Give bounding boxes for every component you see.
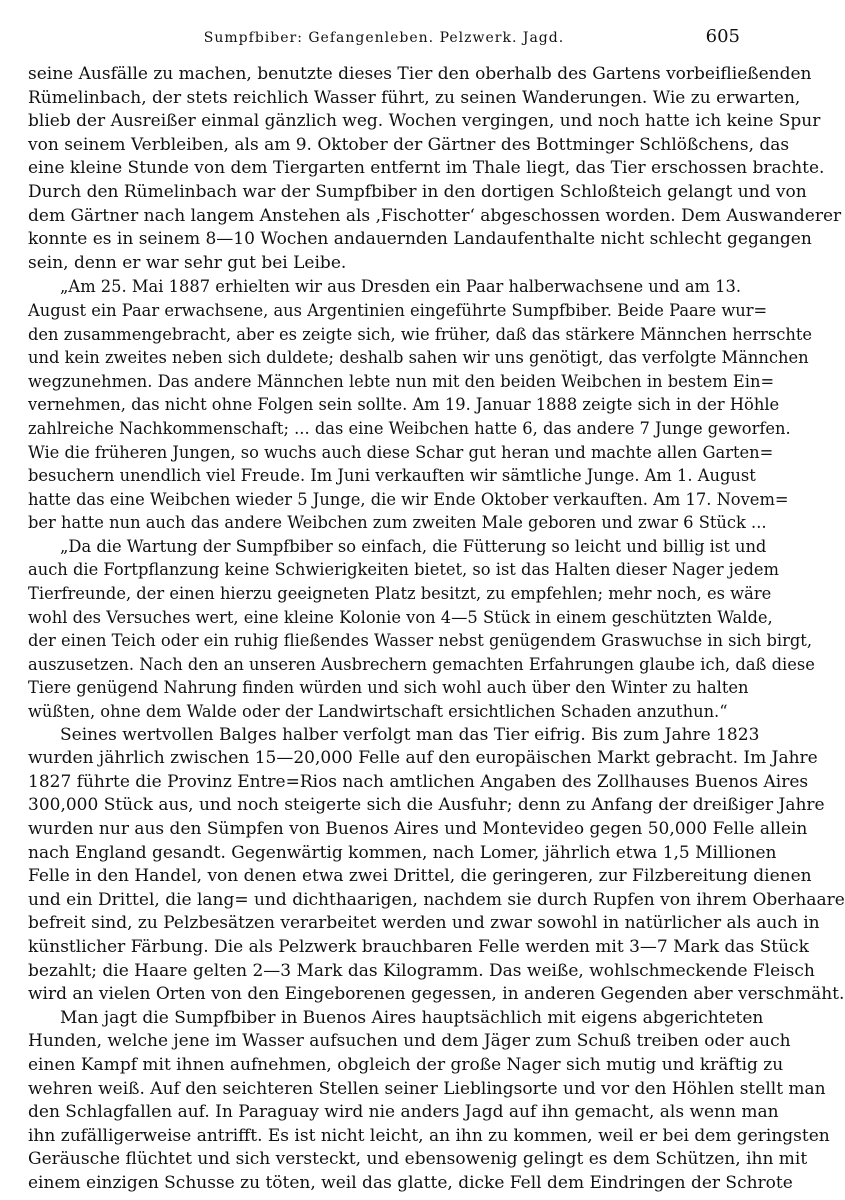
text-line: konnte es in seinem 8—10 Wochen andauernden Landaufenthalte nicht schlecht gegangen (28, 229, 812, 250)
text-line: seine Ausfälle zu machen, benutzte dieses Tier den oberhalb des Gartens vorbeifließenden (28, 64, 812, 84)
quote-line: Tiere genügend Nahrung finden würden und sich wohl auch über den Winter zu halten (28, 678, 749, 698)
text-line: sein, denn er war sehr gut bei Leibe. (28, 252, 347, 273)
text-line: Seines wertvollen Balges halber verfolgt man das Tier eifrig. Bis zum Jahre 1823 (60, 724, 760, 745)
text-line: ihn zufälligerweise antrifft. Es ist nicht leicht, an ihn zu kommen, weil er bei dem geringsten (28, 1125, 830, 1146)
text-line: den Schlagfallen auf. In Paraguay wird nie anders Jagd auf ihn gemacht, als wenn man (28, 1102, 779, 1123)
quote-line: „Da die Wartung der Sumpfbiber so einfach, die Fütterung so leicht und billig ist und (60, 536, 767, 556)
text-line: Felle in den Handel, von denen etwa zwei Drittel, die geringeren, zur Filzbereitung dienen (28, 866, 812, 887)
text-line: bezahlt; die Haare gelten 2—3 Mark das Kilogramm. Das weiße, wohlschmeckende Fleisch (28, 960, 815, 981)
text-line: wurden jährlich zwischen 15—20,000 Felle auf den europäischen Markt gebracht. Im Jahre (28, 748, 818, 769)
quote-line: August ein Paar erwachsene, aus Argentinien eingeführte Sumpfbiber. Beide Paare wur= (28, 300, 768, 320)
text-line: und ein Drittel, die lang= und dichthaarigen, nachdem sie durch Rupfen von ihrem Oberhaare (28, 889, 845, 910)
quote-line: wegzunehmen. Das andere Männchen lebte nun mit den beiden Weibchen in bestem Ein= (28, 371, 775, 391)
text-line: Rümelinbach, der stets reichlich Wasser führt, zu seinen Wanderungen. Wie zu erwarten, (28, 87, 801, 108)
quote-line: hatte das eine Weibchen wieder 5 Junge, die wir Ende Oktober verkauften. Am 17. Novem= (28, 489, 789, 509)
text-line: wehren weiß. Auf den seichteren Stellen seiner Lieblingsorte und vor den Höhlen stellt man (28, 1078, 826, 1099)
text-line: dem Gärtner nach langem Anstehen als ‚Fischotter‘ abgeschossen worden. Dem Auswanderer (28, 205, 842, 226)
text-line: befreit sind, zu Pelzbesätzen verarbeitet werden und zwar sowohl in natürlicher als auch in (28, 913, 820, 934)
running-head: Sumpfbiber: Gefangenleben. Pelzwerk. Jagd. (203, 30, 565, 46)
text-line: Durch den Rümelinbach war der Sumpfbiber in den dortigen Schloßteich gelangt und von (28, 181, 807, 202)
page-header (28, 22, 740, 52)
text-line: 300,000 Stück aus, und noch steigerte sich die Ausfuhr; denn zu Anfang der dreißiger Jahre (28, 795, 825, 816)
quote-line: wüßten, ohne dem Walde oder der Landwirtschaft ersichtlichen Schaden anzuthun.“ (28, 702, 728, 722)
text-line: wurden nur aus den Sümpfen von Buenos Aires und Montevideo gegen 50,000 Felle allein (28, 819, 808, 839)
page-number: 605 (705, 26, 740, 47)
page-body (28, 63, 845, 1196)
quote-line: vernehmen, das nicht ohne Folgen sein sollte. Am 19. Januar 1888 zeigte sich in der Höhle (28, 395, 780, 415)
quote-line: auch die Fortpflanzung keine Schwierigkeiten bietet, so ist das Halten dieser Nager jedem (28, 560, 779, 580)
quote-line: Tierfreunde, der einen hierzu geeigneten Platz besitzt, zu empfehlen; mehr noch, es wäre (28, 584, 772, 604)
text-line: einen Kampf mit ihnen aufnehmen, obgleich der große Nager sich mutig und kräftig zu (28, 1054, 784, 1075)
quote-line: Wie die früheren Jungen, so wuchs auch diese Schar gut heran und machte allen Garten= (28, 442, 774, 462)
quote-line: „Am 25. Mai 1887 erhielten wir aus Dresden ein Paar halberwachsene und am 13. (60, 277, 742, 297)
quote-line: zahlreiche Nachkommenschaft; ... das eine Weibchen hatte 6, das andere 7 Junge geworfen. (28, 418, 791, 438)
text-line: 1827 führte die Provinz Entre=Rios nach amtlichen Angaben des Zollhauses Buenos Aires (28, 771, 809, 792)
text-line: wird an vielen Orten von den Eingeborenen gegessen, in anderen Gegenden aber verschmäht. (28, 984, 845, 1005)
quote-line: den zusammengebracht, aber es zeigte sich, wie früher, daß das stärkere Männchen herrschte (28, 324, 813, 344)
text-line: von seinem Verbleiben, als am 9. Oktober der Gärtner des Bottminger Schlößchens, das (28, 134, 790, 155)
text-line: künstlicher Färbung. Die als Pelzwerk brauchbaren Felle werden mit 3—7 Mark das Stück (28, 936, 809, 957)
quote-line: auszusetzen. Nach den an unseren Ausbrechern gemachten Erfahrungen glaube ich, daß diese (28, 654, 815, 674)
text-line: blieb der Ausreißer einmal gänzlich weg. Wochen vergingen, und noch hatte ich keine Spur (28, 111, 821, 132)
text-line: einem einzigen Schusse zu töten, weil das glatte, dicke Fell dem Eindringen der Schrote (28, 1172, 793, 1193)
text-line: Man jagt die Sumpfbiber in Buenos Aires hauptsächlich mit eigens abgerichteten (60, 1007, 764, 1028)
quote-line: der einen Teich oder ein ruhig fließendes Wasser nebst genügendem Graswuchse in sich birgt, (28, 631, 813, 651)
quote-line: besuchern unendlich viel Freude. Im Juni verkauften wir sämtliche Junge. Am 1. August (28, 466, 756, 486)
text-line: Hunden, welche jene im Wasser aufsuchen und dem Jäger zum Schuß treiben oder auch (28, 1031, 791, 1052)
text-line: nach England gesandt. Gegenwärtig kommen, nach Lomer, jährlich etwa 1,5 Millionen (28, 842, 777, 863)
quote-line: ber hatte nun auch das andere Weibchen zum zweiten Male geboren und zwar 6 Stück ... (28, 513, 767, 533)
text-line: eine kleine Stunde von dem Tiergarten entfernt im Thale liegt, das Tier erschossen brachte. (28, 158, 825, 179)
text-line: Geräusche flüchtet und sich versteckt, und ebensowenig gelingt es dem Schützen, ihn mit (28, 1149, 808, 1170)
quote-line: wohl des Versuches wert, eine kleine Kolonie von 4—5 Stück in einem geschützten Walde, (28, 607, 773, 627)
quote-line: und kein zweites neben sich duldete; deshalb sahen wir uns genötigt, das verfolgte Männchen (28, 348, 809, 368)
